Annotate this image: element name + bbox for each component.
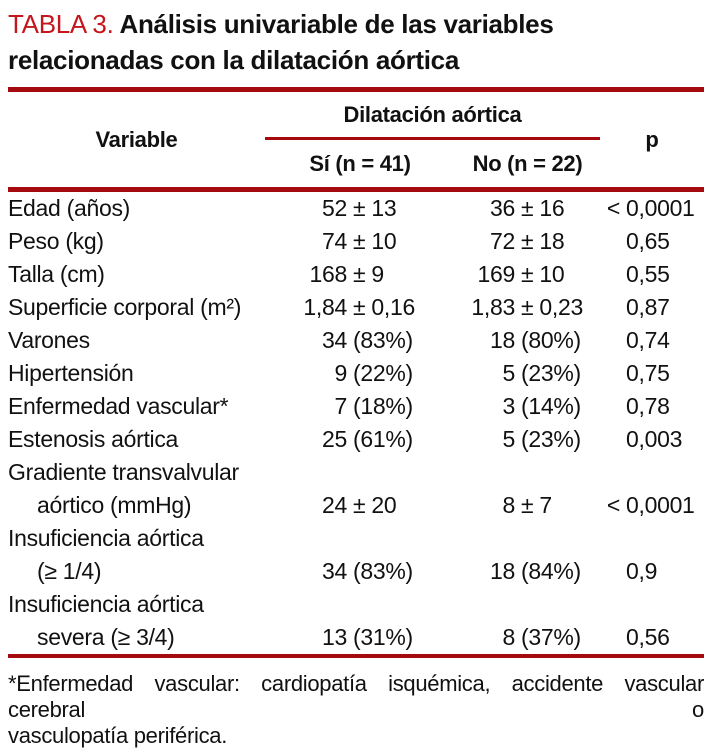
value-left: 13 [322, 624, 347, 650]
header-group-dilatacion-aortica: Dilatación aórtica [343, 101, 522, 127]
cell-si-value [265, 291, 455, 324]
row-label [8, 225, 265, 258]
cell-si-value [265, 390, 455, 423]
value-right: ± 9 [353, 261, 384, 287]
value-left: 1,84 [303, 294, 347, 320]
value-right: 0,55 [626, 261, 670, 287]
row-label-line: Insuficiencia aórtica [8, 525, 204, 551]
value-left [600, 621, 620, 654]
cell-no-value [455, 390, 600, 423]
value-right: (18%) [353, 393, 413, 419]
value-right: (23%) [521, 426, 581, 452]
row-label-line: Hipertensión [8, 360, 134, 386]
row-label-line: Gradiente transvalvular [8, 459, 239, 485]
value-left: 52 [322, 195, 347, 221]
row-label-line: Varones [8, 327, 90, 353]
value-left: 169 [477, 261, 515, 287]
table-footnote [8, 671, 704, 749]
cell-no-value [455, 291, 600, 324]
value-left: < [606, 492, 620, 518]
value-right: (61%) [353, 426, 413, 452]
value-left [600, 291, 620, 324]
value-right: ± 0,16 [353, 294, 415, 320]
value-left: 24 [322, 492, 347, 518]
row-label-line: Estenosis aórtica [8, 426, 179, 452]
footnote-line1: *Enfermedad vascular: cardiopatía isquémica, accidente vascular cerebral o [8, 671, 704, 722]
row-label-line: severa (≥ 3/4) [37, 624, 175, 650]
value-left: 168 [309, 261, 347, 287]
row-label-line: (≥ 1/4) [37, 558, 102, 584]
value-left: 8 [502, 492, 515, 518]
value-right: ± 10 [353, 228, 397, 254]
value-left: 5 [502, 426, 515, 452]
cell-si-value [265, 357, 455, 390]
table-row [8, 291, 704, 324]
value-left [600, 324, 620, 357]
row-label [8, 324, 265, 357]
cell-p-value [600, 192, 704, 225]
value-right: 0,65 [626, 228, 670, 254]
cell-p-value [600, 621, 704, 654]
value-left: 34 [322, 558, 347, 584]
value-right: ± 20 [353, 492, 397, 518]
value-right: 0,56 [626, 624, 670, 650]
header-p-column: p [645, 126, 659, 152]
cell-no-value [455, 225, 600, 258]
value-left: 9 [334, 360, 347, 386]
value-right: (37%) [521, 624, 581, 650]
value-right: 0,87 [626, 294, 670, 320]
row-label [8, 456, 265, 522]
footnote-line2: vasculopatía periférica. [8, 723, 228, 748]
value-right: ± 18 [521, 228, 565, 254]
table-row [8, 390, 704, 423]
value-right: (84%) [521, 558, 581, 584]
table-row [8, 588, 704, 654]
cell-no-value [455, 192, 600, 225]
value-left: 18 [490, 327, 515, 353]
cell-no-value [455, 324, 600, 357]
value-left: 34 [322, 327, 347, 353]
value-right: 0,75 [626, 360, 670, 386]
value-right: (83%) [353, 327, 413, 353]
cell-no-value [455, 357, 600, 390]
value-left: 3 [502, 393, 515, 419]
row-label [8, 423, 265, 456]
value-left: 36 [490, 195, 515, 221]
value-right: 0,0001 [626, 492, 695, 518]
cell-p-value [600, 225, 704, 258]
value-right: ± 16 [521, 195, 565, 221]
value-right: (23%) [521, 360, 581, 386]
header-variable: Variable [95, 126, 178, 152]
table-row [8, 522, 704, 588]
value-right: 0,003 [626, 426, 683, 452]
value-right: (31%) [353, 624, 413, 650]
value-left: 1,83 [471, 294, 515, 320]
value-right: 0,9 [626, 558, 658, 584]
value-right: ± 7 [521, 492, 552, 518]
row-label-line: Insuficiencia aórtica [8, 591, 204, 617]
cell-si-value [265, 258, 455, 291]
row-label-line: Edad (años) [8, 195, 130, 221]
table-row [8, 258, 704, 291]
value-left: 5 [502, 360, 515, 386]
header-no-column: No (n = 22) [472, 150, 583, 176]
table-row [8, 456, 704, 522]
table-title-line2: relacionadas con la dilatación aórtica [8, 45, 459, 75]
table-title [8, 6, 704, 78]
table-body [8, 192, 704, 654]
table-row [8, 192, 704, 225]
value-left: 18 [490, 558, 515, 584]
value-right: ± 0,23 [521, 294, 583, 320]
bottom-rule [8, 654, 704, 658]
value-left: 74 [322, 228, 347, 254]
cell-p-value [600, 357, 704, 390]
row-label [8, 357, 265, 390]
cell-si-value [265, 192, 455, 225]
header-si-column: Sí (n = 41) [309, 150, 411, 176]
value-right: 0,78 [626, 393, 670, 419]
row-label [8, 588, 265, 654]
row-label-line: Enfermedad vascular* [8, 393, 229, 419]
value-right: (14%) [521, 393, 581, 419]
table-title-line1: Análisis univariable de las variables [119, 9, 554, 39]
row-label [8, 258, 265, 291]
cell-p-value [600, 390, 704, 423]
row-label [8, 522, 265, 588]
cell-si-value [265, 489, 455, 522]
value-left [600, 390, 620, 423]
cell-no-value [455, 555, 600, 588]
cell-p-value [600, 555, 704, 588]
value-left: 72 [490, 228, 515, 254]
value-left [600, 258, 620, 291]
value-right: (80%) [521, 327, 581, 353]
row-label [8, 192, 265, 225]
value-left: < [606, 195, 620, 221]
row-label [8, 291, 265, 324]
value-right: (83%) [353, 558, 413, 584]
cell-no-value [455, 423, 600, 456]
cell-no-value [455, 621, 600, 654]
cell-si-value [265, 324, 455, 357]
table-number: TABLA 3. [8, 9, 114, 39]
cell-no-value [455, 489, 600, 522]
value-left [600, 357, 620, 390]
cell-p-value [600, 291, 704, 324]
table-row [8, 225, 704, 258]
value-right: ± 10 [521, 261, 565, 287]
cell-p-value [600, 258, 704, 291]
cell-si-value [265, 423, 455, 456]
table-header [8, 92, 704, 187]
row-label-line: Peso (kg) [8, 228, 104, 254]
value-left [600, 423, 620, 456]
cell-p-value [600, 423, 704, 456]
value-left [600, 555, 620, 588]
value-right: ± 13 [353, 195, 397, 221]
cell-no-value [455, 258, 600, 291]
cell-p-value [600, 489, 704, 522]
cell-si-value [265, 555, 455, 588]
value-left: 25 [322, 426, 347, 452]
cell-p-value [600, 324, 704, 357]
value-left: 7 [334, 393, 347, 419]
value-left: 8 [502, 624, 515, 650]
value-right: 0,74 [626, 327, 670, 353]
value-left [600, 225, 620, 258]
table-row [8, 423, 704, 456]
value-right: (22%) [353, 360, 413, 386]
row-label [8, 390, 265, 423]
cell-si-value [265, 225, 455, 258]
value-right: 0,0001 [626, 195, 695, 221]
table-row [8, 357, 704, 390]
row-label-line: Superficie corporal (m²) [8, 294, 242, 320]
table-row [8, 324, 704, 357]
row-label-line: Talla (cm) [8, 261, 105, 287]
row-label-line: aórtico (mmHg) [37, 492, 192, 518]
cell-si-value [265, 621, 455, 654]
